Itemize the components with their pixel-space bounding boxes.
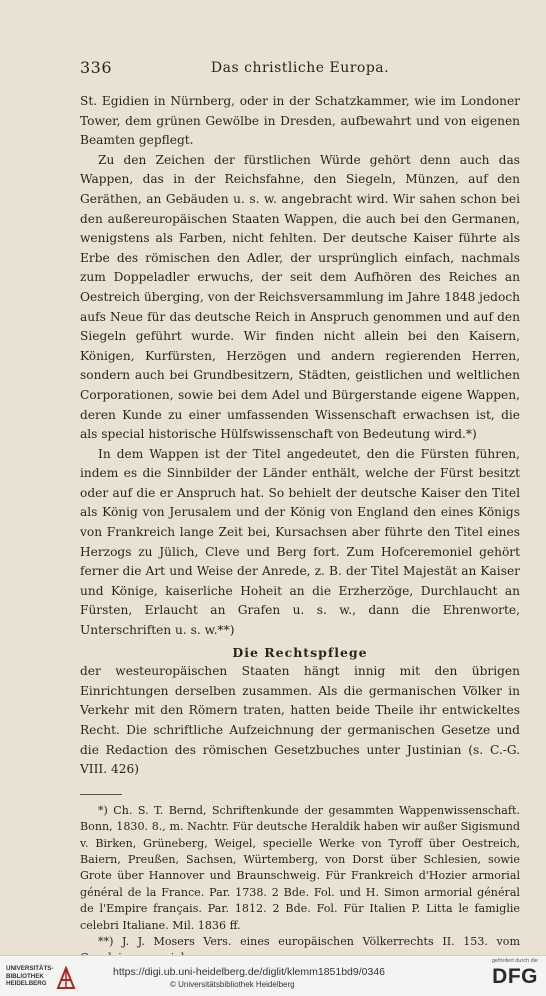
footnote-separator bbox=[80, 794, 122, 795]
funding-caption: gefördert durch die bbox=[491, 958, 538, 964]
section-title: Die Rechtspflege bbox=[232, 644, 368, 660]
footnote-2: **) J. J. Mosers Vers. eines europäischen Völkerrechts II. 153. vom bbox=[98, 935, 520, 949]
footnote-1: *) Ch. S. T. Bernd, Schriftenkunde der gesammten Wappenwissenschaft. Bonn, 1830. 8., m. Nachtr. Für deutsche Heraldik haben wir außer Sigismund v. Birken, Grüneberg, Weigel, specielle Werke von Tyroff über Oestreich, Baiern, Preußen, Sachsen, Würtemberg, von Dorst über Schlesien, sowie Grote über Hannover und Braunschweig. Für Frankreich d'Hozier armorial général de la France. Par. 1738. 2 Bde. Fol. und H. Simon armorial général de l'Empire français. Par. 1812. 2 Bde. Fol. Für Italien P. Litta le famiglie celebri Italiane. Mil. 1836 ff. bbox=[80, 803, 520, 932]
copyright-notice: © Universitätsbibliothek Heidelberg bbox=[170, 980, 295, 989]
university-seal-icon bbox=[56, 966, 76, 990]
page-body bbox=[80, 92, 520, 967]
library-name: UNIVERSITÄTS- BIBLIOTHEK HEIDELBERG bbox=[6, 965, 54, 988]
body-paragraph-3: In dem Wappen ist der Titel angedeutet, den die Fürsten führen, indem es die Sinnbilder der Länder enthält, welche der Fürst besitzt oder auf die er Anspruch hat. So behielt der deutsche Kaiser den Titel als König von Jerusalem und der König von England den eines Königs von Frankreich lange Zeit bei, Kursachsen aber führte den Titel eines Herzogs zu Jülich, Cleve und Berg fort. Zum Hofceremoniel gehört ferner die Art und Weise der Anrede, z. B. der Titel Majestät an Kaiser und Könige, kaiserliche Hoheit an die Erzherzöge, Durchlaucht an Fürsten, Erlaucht an Grafen u. s. w., dann die Ehrenworte, Unterschriften u. s. w.**) bbox=[80, 446, 520, 638]
body-paragraph-1: St. Egidien in Nürnberg, oder in der Schatzkammer, wie im Londoner Tower, dem grünen Gewölbe in Dresden, aufbewahrt und von eigenen Beamten gepflegt. bbox=[80, 94, 520, 148]
page-header bbox=[80, 58, 520, 84]
running-title: Das christliche Europa. bbox=[210, 60, 390, 76]
section-paragraph: der westeuropäischen Staaten hängt innig mit den übrigen Einrichtungen derselben zusammen. Als die germanischen Völker in Verkehr mit den Römern traten, hatten beide Theile ihr entwickeltes Recht. Die schriftliche Aufzeichnung der germanischen Gesetze und die Redaction des römischen Gesetzbuches unter Justinian (s. C.-G. VIII. 426) bbox=[80, 664, 520, 777]
viewer-footer bbox=[0, 955, 546, 996]
page-number: 336 bbox=[80, 58, 113, 77]
footnotes bbox=[80, 803, 520, 967]
body-paragraph-2: Zu den Zeichen der fürstlichen Würde gehört denn auch das Wappen, das in der Reichsfahne, den Siegeln, Münzen, auf den Geräthen, an Gebäuden u. s. w. angebracht wird. Wir sahen schon bei den außereuropäischen Staaten Wappen, die auch bei den Germanen, wenigstens als Farben, nicht fehlten. Der deutsche Kaiser führte als Erbe des römischen den Adler, der ursprünglich einfach, nachmals zum Doppeladler erwuchs, der seit dem Aufhören des Reiches an Oestreich überging, von der Reichsversammlung im Jahre 1848 jedoch aufs Neue für das deutsche Reich in Anspruch genommen und auf den Siegeln geführt wurde. Wir finden nicht allein bei den Kaisern, Königen, Kurfürsten, Herzögen und andern regierenden Herren, sondern auch bei Grundbesitzern, Städten, geistlichen und weltlichen Corporationen, sowie bei dem Adel und Bürgerstande eigene Wappen, deren Kunde zu einer umfassenden Wissenschaft erwachsen ist, die als special historische Hülfswissenschaft von Bedeutung wird.*) bbox=[80, 152, 520, 442]
university-library-logo[interactable] bbox=[6, 962, 86, 992]
dfg-logo-text: DFG bbox=[492, 965, 538, 988]
permalink-url[interactable]: https://digi.ub.uni-heidelberg.de/diglit/klemm1851bd9/0346 bbox=[113, 966, 386, 978]
dfg-funding-logo[interactable] bbox=[480, 958, 538, 989]
